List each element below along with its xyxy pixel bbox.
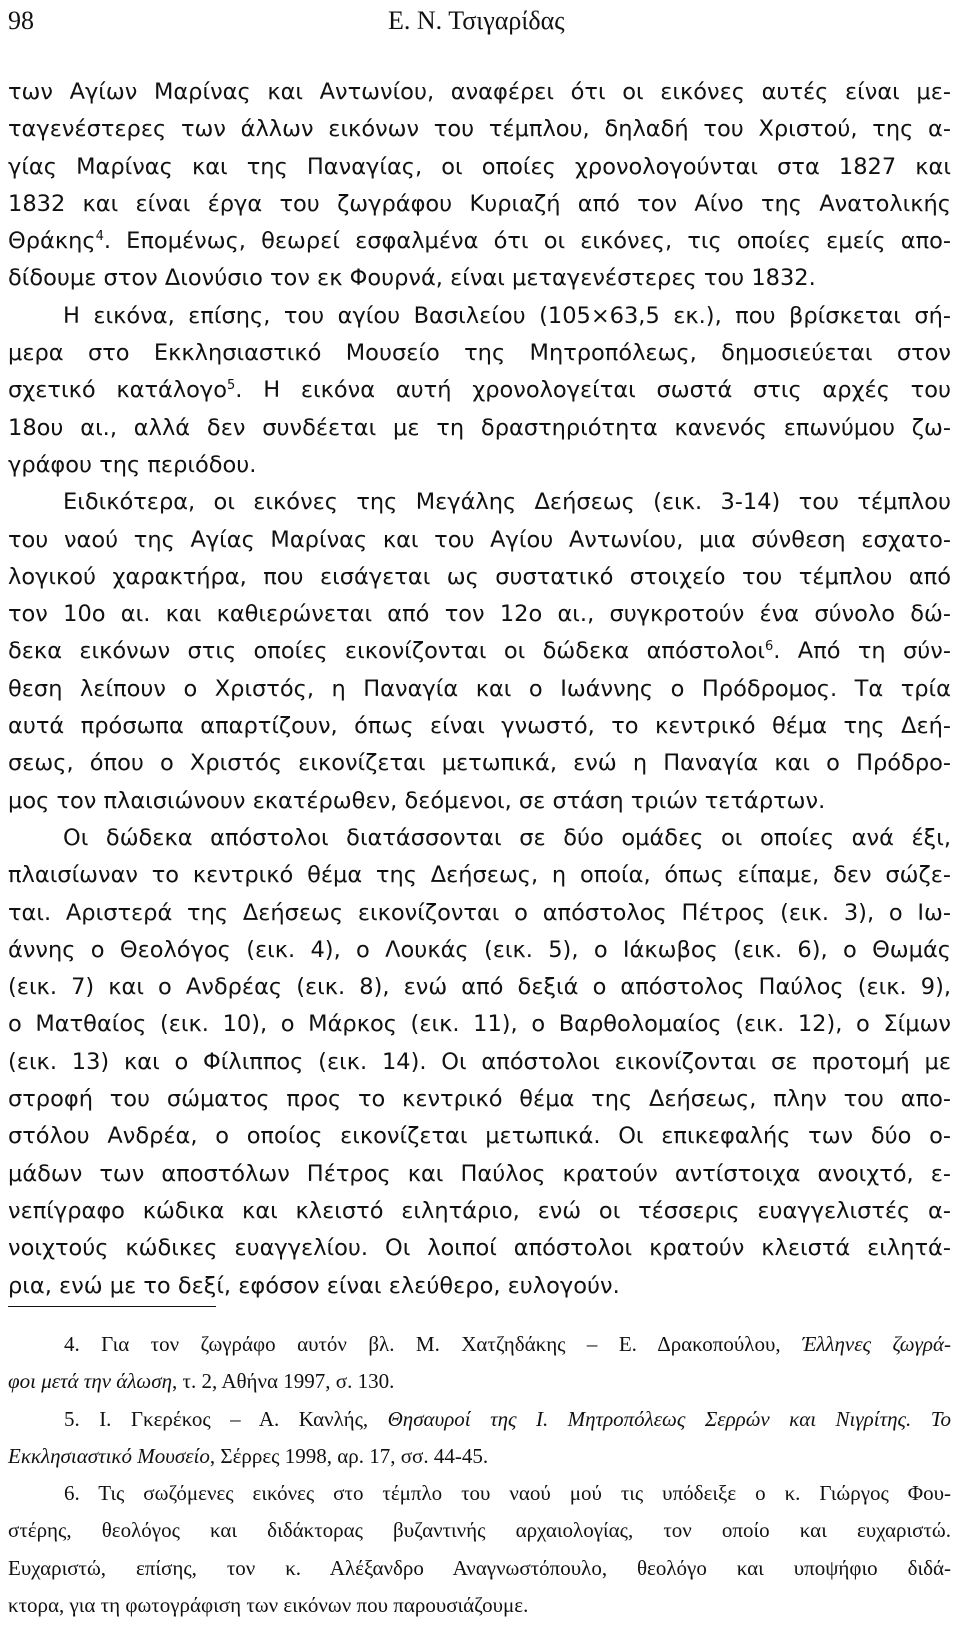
text-line: μερα στο Εκκλησιαστικό Μουσείο της Μητροπόλεως, δημοσιεύεται στον xyxy=(8,340,951,367)
text-line: μος τον πλαισιώνουν εκατέρωθεν, δεόμενοι, σε στάση τριών τετάρτων. xyxy=(8,787,826,814)
text-segment: . Η εικόνα αυτή χρονολογείται σωστά στις αρχές του xyxy=(235,377,951,404)
text-line xyxy=(8,372,951,409)
text-line: θεση λείπουν ο Χριστός, η Παναγία και ο Ιωάννης ο Πρόδρομος. Τα τρία xyxy=(8,675,951,702)
main-text xyxy=(8,74,951,1305)
running-head: Ε. Ν. Τσιγαρίδας xyxy=(388,6,565,35)
footnote-line xyxy=(8,1367,951,1404)
footnote-ref: 4 xyxy=(95,229,104,245)
footnote-line xyxy=(8,1330,951,1367)
text-segment: 4. Για τον ζωγράφο αυτόν βλ. Μ. Χατζηδάκης – Ε. Δρακοπούλου, xyxy=(64,1332,803,1356)
footnote-line: κτορα, για τη φωτογράφιση των εικόνων που παρουσιάζουμε. xyxy=(8,1593,529,1618)
text-segment: , τ. 2, Αθήνα 1997, σ. 130. xyxy=(172,1369,395,1394)
text-line: (εικ. 7) και ο Ανδρέας (εικ. 8), ενώ από δεξιά ο απόστολος Παύλος (εικ. 9), xyxy=(8,974,951,1001)
footnote-line: Ευχαριστώ, επίσης, τον κ. Αλέξανδρο Αναγνωστόπουλο, θεολόγο και υποψήφιο διδά- xyxy=(8,1555,951,1580)
italic-title: φοι μετά την άλωση xyxy=(8,1369,173,1394)
footnote-line: στέρης, θεολόγος και διδάκτορας βυζαντινής αρχαιολογίας, τον οποίο και ευχαριστώ. xyxy=(8,1518,951,1543)
italic-title: Εκκλησιαστικό Μουσείο xyxy=(8,1443,210,1468)
text-line: στόλου Ανδρέα, ο οποίος εικονίζεται μετωπικά. Οι επικεφαλής των δύο ο- xyxy=(8,1123,951,1150)
text-segment: . Από τη σύν- xyxy=(773,638,951,665)
text-line: πλαισίωναν το κεντρικό θέμα της Δεήσεως, η οποία, όπως είπαμε, δεν σώζε- xyxy=(8,862,951,889)
text-line xyxy=(8,633,951,670)
text-line: ται. Αριστερά της Δεήσεως εικονίζονται ο απόστολος Πέτρος (εικ. 3), ο Ιω- xyxy=(8,899,951,926)
text-line: γράφου της περιόδου. xyxy=(8,451,257,478)
footnote-line: 6. Τις σωζόμενες εικόνες στο τέμπλο του ναού μού τις υπόδειξε ο κ. Γιώργος Φου- xyxy=(64,1481,951,1506)
footnote-line xyxy=(8,1442,951,1479)
text-line: νοιχτούς κώδικες ευαγγελίου. Οι λοιποί απόστολοι κρατούν κλειστά ειλητά- xyxy=(8,1235,951,1262)
footnote-separator xyxy=(8,1306,216,1307)
text-line: 18ου αι., αλλά δεν συνδέεται με τη δραστηριότητα κανενός επωνύμου ζω- xyxy=(8,414,951,441)
footnotes xyxy=(8,1330,951,1628)
text-segment: Θράκης xyxy=(8,228,96,255)
page-number: 98 xyxy=(8,6,34,35)
text-line: Η εικόνα, επίσης, του αγίου Βασιλείου (105×63,5 εκ.), που βρίσκεται σή- xyxy=(63,302,951,329)
text-segment: σχετικό κατάλογο xyxy=(8,377,227,404)
text-line: αυτά πρόσωπα απαρτίζουν, όπως είναι γνωστό, το κεντρικό θέμα της Δεή- xyxy=(8,713,951,740)
text-line: νεπίγραφο κώδικα και κλειστό ειλητάριο, ενώ οι τέσσερις ευαγγελιστές α- xyxy=(8,1197,951,1224)
text-segment: 5. Ι. Γκερέκος – Α. Κανλής, xyxy=(64,1406,388,1431)
italic-title: Θησαυροί της Ι. Μητροπόλεως Σερρών και Νιγρίτης. Το xyxy=(387,1406,951,1431)
text-segment: , Σέρρες 1998, αρ. 17, σσ. 44-45. xyxy=(209,1443,489,1468)
text-line: ταγενέστερες των άλλων εικόνων του τέμπλου, δηλαδή του Χριστού, της α- xyxy=(8,116,951,143)
text-line: Οι δώδεκα απόστολοι διατάσσονται σε δύο ομάδες οι οποίες ανά έξι, xyxy=(63,824,951,851)
text-line: ο Ματθαίος (εικ. 10), ο Μάρκος (εικ. 11), ο Βαρθολομαίος (εικ. 12), ο Σίμων xyxy=(8,1011,951,1038)
text-line: δίδουμε στον Διονύσιο τον εκ Φουρνά, είναι μεταγενέστερες του 1832. xyxy=(8,265,816,292)
text-line: λογικού χαρακτήρα, που εισάγεται ως συστατικό στοιχείο του τέμπλου από xyxy=(8,563,951,590)
italic-title: Έλληνες ζωγρά- xyxy=(802,1332,951,1356)
text-line: του ναού της Αγίας Μαρίνας και του Αγίου Αντωνίου, μια σύνθεση εσχατο- xyxy=(8,526,951,553)
text-line: μάδων των αποστόλων Πέτρος και Παύλος κρατούν αντίστοιχα ανοιχτό, ε- xyxy=(8,1160,951,1187)
text-line: άννης ο Θεολόγος (εικ. 4), ο Λουκάς (εικ. 5), ο Ιάκωβος (εικ. 6), ο Θωμάς xyxy=(8,936,951,963)
text-line: στροφή του σώματος προς το κεντρικό θέμα της Δεήσεως, πλην του απο- xyxy=(8,1086,951,1113)
footnote-line xyxy=(8,1405,951,1442)
text-segment: . Επομένως, θεωρεί εσφαλμένα ότι οι εικόνες, τις οποίες εμείς απο- xyxy=(103,228,951,255)
footnote-ref: 6 xyxy=(765,639,774,655)
text-line xyxy=(8,223,951,260)
text-line: 1832 και είναι έργα του ζωγράφου Κυριαζή από τον Αίνο της Ανατολικής xyxy=(8,190,951,217)
text-line: σεως, όπου ο Χριστός εικονίζεται μετωπικά, ενώ η Παναγία και ο Πρόδρο- xyxy=(8,750,951,777)
text-segment: δεκα εικόνων στις οποίες εικονίζονται οι δώδεκα απόστολοι xyxy=(8,638,765,665)
text-line: γίας Μαρίνας και της Παναγίας, οι οποίες χρονολογούνται στα 1827 και xyxy=(8,153,951,180)
text-line: Ειδικότερα, οι εικόνες της Μεγάλης Δεήσεως (εικ. 3-14) του τέμπλου xyxy=(63,489,951,516)
text-line: ρια, ενώ με το δεξί, εφόσον είναι ελεύθερο, ευλογούν. xyxy=(8,1272,620,1299)
text-line: των Αγίων Μαρίνας και Αντωνίου, αναφέρει ότι οι εικόνες αυτές είναι με- xyxy=(8,79,951,105)
page-header xyxy=(8,4,952,38)
footnote-ref: 5 xyxy=(227,378,236,394)
text-line: (εικ. 13) και ο Φίλιππος (εικ. 14). Οι απόστολοι εικονίζονται σε προτομή με xyxy=(8,1048,951,1075)
text-line: τον 10ο αι. και καθιερώνεται από τον 12ο αι., συγκροτούν ένα σύνολο δώ- xyxy=(8,601,951,628)
